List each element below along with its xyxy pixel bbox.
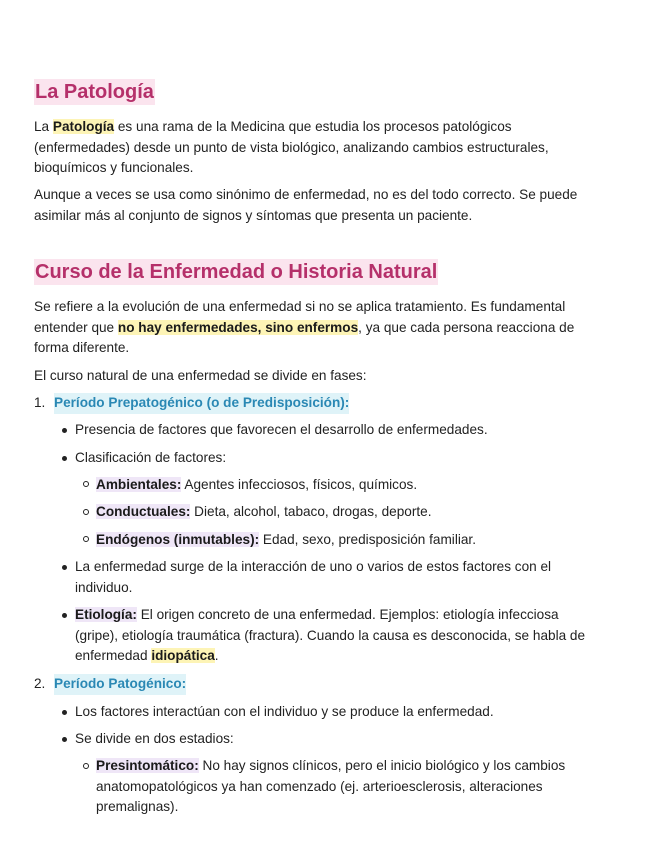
bullet-circle [83,763,89,769]
bullet-circle [83,509,89,515]
list-item [96,530,616,551]
list-number: 2. [34,676,46,691]
text: bioquímicos y funcionales. [34,160,194,175]
paragraph-curso-fases: El curso natural de una enfermedad se divide en fases: [34,368,367,383]
list-item [75,557,620,598]
text: individuo. [75,579,133,595]
factor-term: Ambientales: [96,477,182,492]
list-item: Los factores interactúan con el individuo y se produce la enfermedad. [75,704,494,719]
bullet-disc [62,456,67,461]
list-number: 1. [34,395,46,410]
text: El origen concreto de una enfermedad. Ejemplos: etiología infecciosa [136,607,559,622]
text: premalignas). [96,799,179,814]
list-item: Se divide en dos estadios: [75,731,234,746]
list-item [96,756,616,818]
highlight-term: idiopática [151,648,215,663]
text: , ya que cada persona reacciona de [358,319,575,335]
bullet-disc [62,710,67,715]
phase-title: Período Patogénico: [54,674,186,695]
list-item [96,502,616,523]
phase-title: Período Prepatogénico (o de Predisposición): [54,393,349,414]
text: Aunque a veces se usa como sinónimo de enfermedad, no es del todo correcto. Se puede [34,187,578,202]
stage-term: Presintomático: [96,758,199,773]
bullet-disc [62,613,67,618]
text: La [34,119,53,134]
bullet-disc [62,565,67,570]
text: (gripe), etiología traumática (fractura). Cuando la causa es desconocida, se habla de [75,627,586,643]
text: (enfermedades) desde un punto de vista biológico, analizando cambios estructurales, [34,139,549,155]
section-heading-curso: Curso de la Enfermedad o Historia Natural [35,261,438,283]
list-item [96,475,616,496]
bullet-disc [62,737,67,742]
text: asimilar más al conjunto de signos y síntomas que presenta un paciente. [34,207,473,223]
text: Dieta, alcohol, tabaco, drogas, deporte. [190,504,432,519]
etiologia-term: Etiología: [75,607,137,622]
text: Se refiere a la evolución de una enfermedad si no se aplica tratamiento. Es fundamental [34,299,566,314]
text: es una rama de la Medicina que estudia los procesos patológicos [114,119,512,134]
section-heading-patologia: La Patología [35,81,154,103]
text: Edad, sexo, predisposición familiar. [259,532,476,547]
paragraph-patologia-note [34,185,594,226]
text: enfermedad [75,648,152,663]
text: entender que [34,319,118,335]
text: anatomopatológicos ya han comenzado (ej. arterioesclerosis, alteraciones [96,778,543,794]
bullet-circle [83,536,89,542]
factor-term: Conductuales: [96,504,191,519]
text: . [214,648,219,663]
paragraph-patologia-definition [34,117,594,179]
factor-term: Endógenos (inmutables): [96,532,260,547]
text: forma diferente. [34,340,130,355]
list-item: Presencia de factores que favorecen el desarrollo de enfermedades. [75,422,488,437]
list-item [75,605,635,667]
text: No hay signos clínicos, pero el inicio biológico y los cambios [198,758,566,773]
bullet-disc [62,428,67,433]
highlight-phrase: no hay enfermedades, sino enfermos [117,319,359,335]
list-item: Clasificación de factores: [75,450,227,465]
bullet-circle [83,481,89,487]
paragraph-curso-intro [34,297,594,359]
text: Agentes infecciosos, físicos, químicos. [181,477,418,492]
highlight-term: Patología [52,119,115,134]
text: La enfermedad surge de la interacción de uno o varios de estos factores con el [75,559,552,574]
